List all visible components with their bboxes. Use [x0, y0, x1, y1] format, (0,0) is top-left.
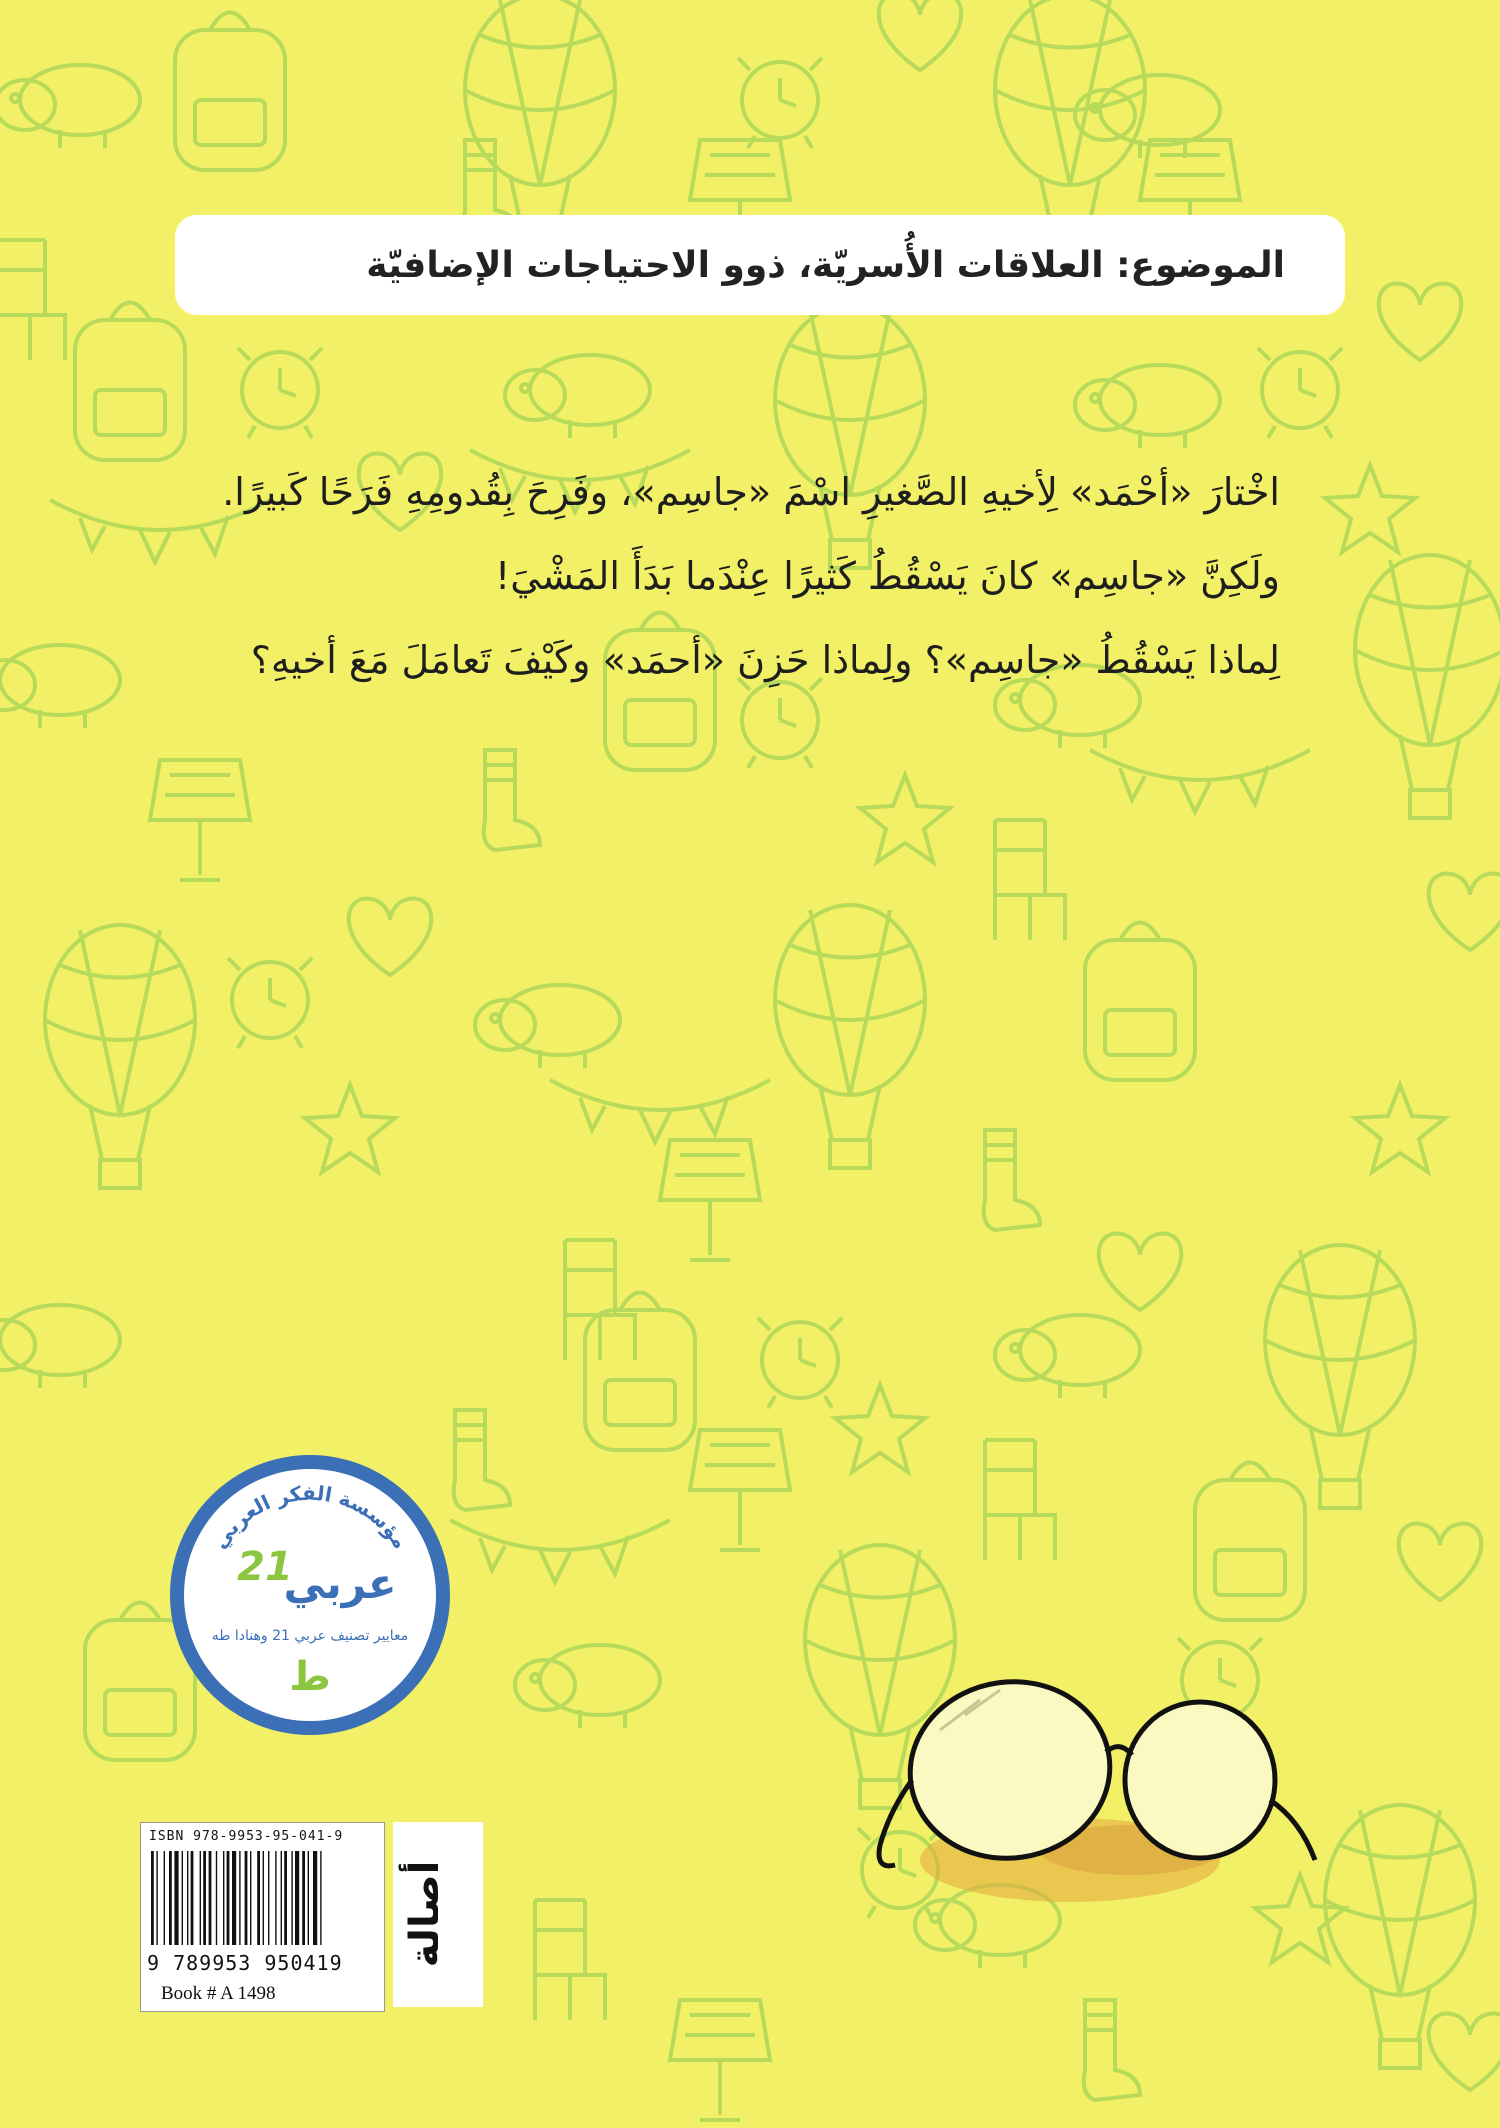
blurb-line-2: ولَكِنَّ «جاسِم» كانَ يَسْقُطُ كَثيرًا عِنْدَما بَدَأَ المَشْيَ! — [495, 554, 1280, 598]
blurb-line-3: لِماذا يَسْقُطُ «جاسِم»؟ ولِماذا حَزِنَ «أحمَد» وكَيْفَ تَعامَلَ مَعَ أخيهِ؟ — [250, 638, 1280, 682]
isbn-digits: 9 789953 950419 — [147, 1951, 343, 1975]
barcode-bars — [149, 1851, 377, 1949]
arabi21-seal — [165, 1450, 455, 1740]
isbn-label: ISBN 978-9953-95-041-9 — [149, 1829, 344, 1844]
publisher-logo — [393, 1822, 483, 2007]
book-number: Book # A 1498 — [161, 1983, 276, 2004]
seal-level-letter: ط — [289, 1654, 331, 1700]
blurb — [180, 450, 1280, 702]
publisher-name: أصالة — [402, 1860, 448, 1968]
barcode-label — [140, 1822, 385, 2012]
seal-caption: معايير تصنيف عربي 21 وهنادا طه — [211, 1628, 409, 1644]
seal-arc-text: مؤسسة الفكر العربي — [207, 1480, 413, 1553]
seal-logo-word: عربي — [283, 1559, 397, 1608]
seal-logo-number: 21 — [237, 1544, 293, 1590]
glasses-illustration — [870, 1660, 1340, 1940]
topic-text: الموضوع: العلاقات الأُسريّة، ذوو الاحتياجات الإضافيّة — [366, 244, 1285, 286]
blurb-line-1: اخْتارَ «أحْمَد» لِأخيهِ الصَّغيرِ اسْمَ «جاسِم»، وفَرِحَ بِقُدومِهِ فَرَحًا كَبيرًا. — [222, 470, 1280, 514]
topic-banner — [175, 215, 1345, 315]
